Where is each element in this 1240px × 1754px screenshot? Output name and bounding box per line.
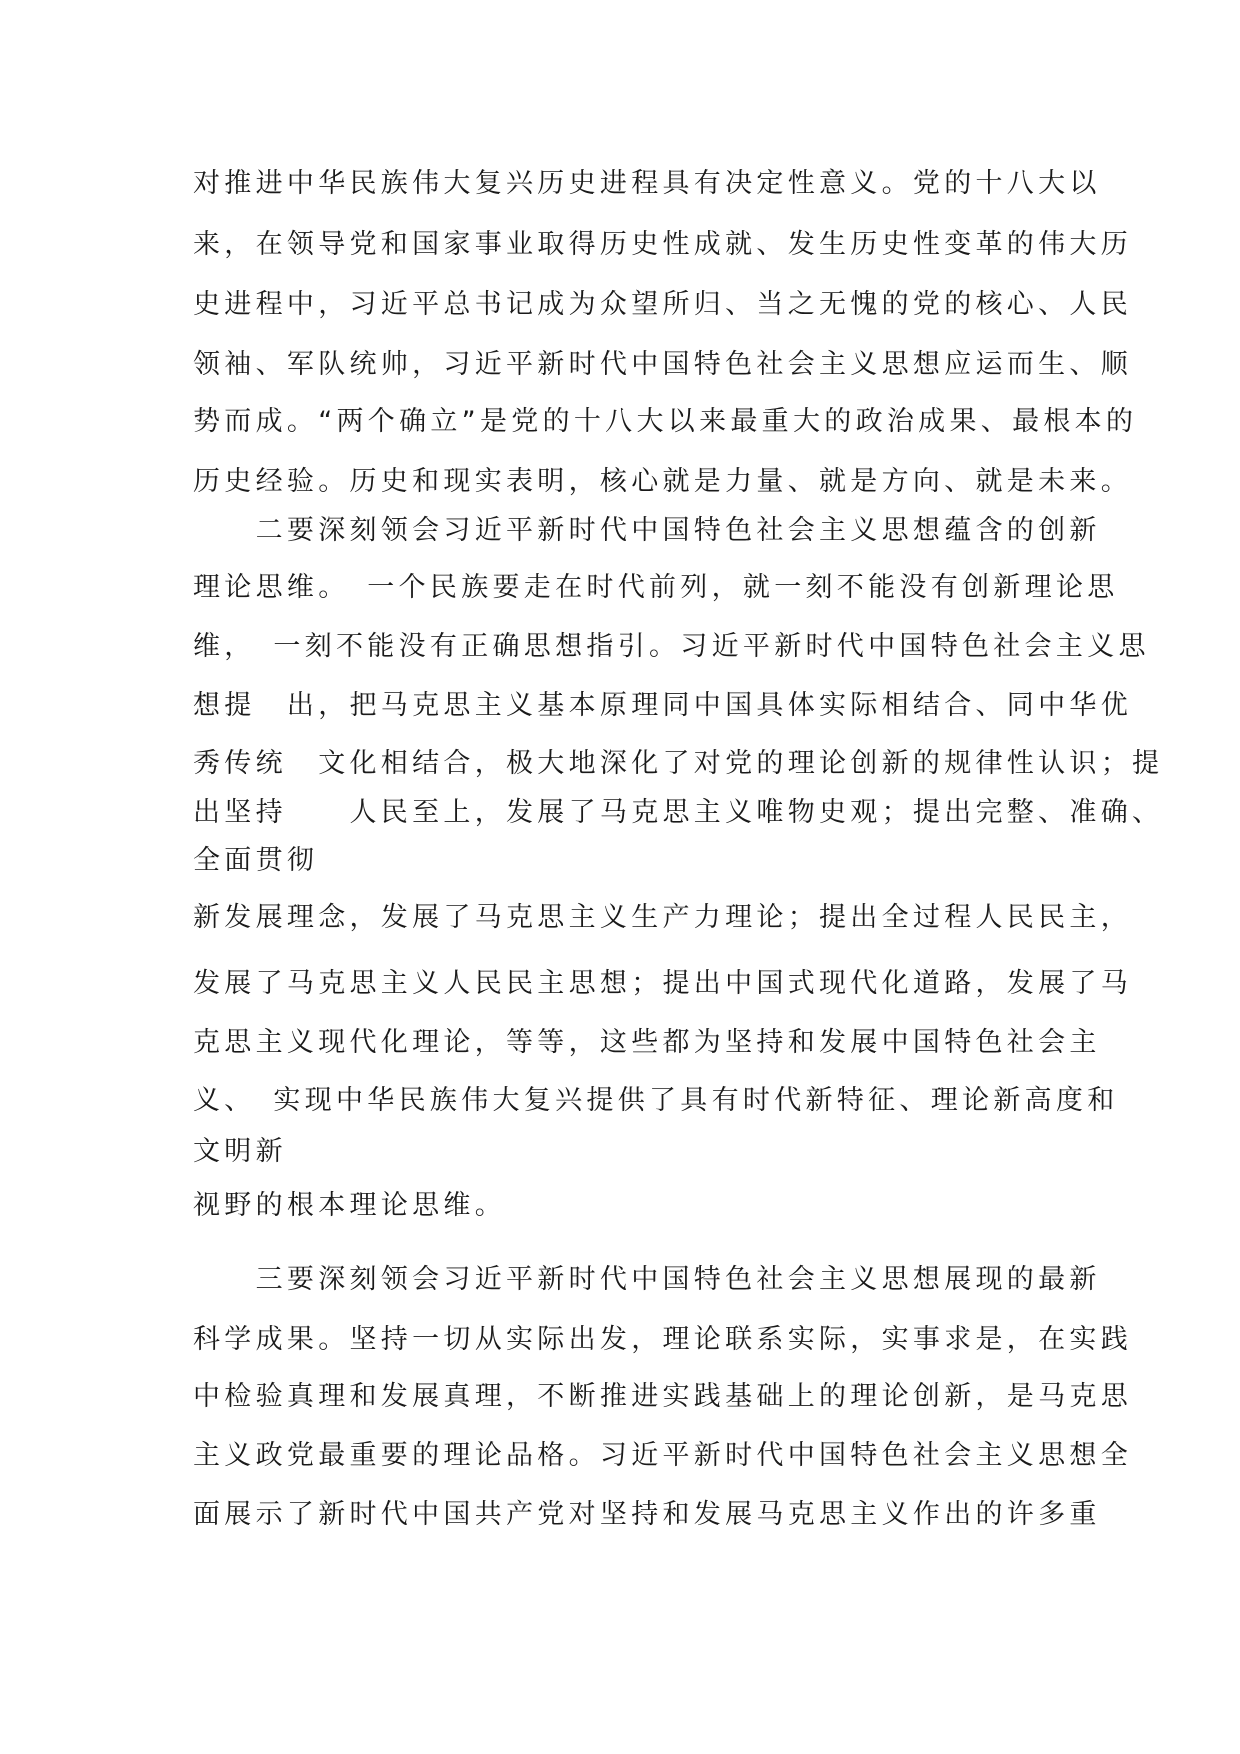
text-line: 发展了马克思主义人民民主思想；提出中国式现代化道路，发展了马: [193, 968, 1132, 999]
text-line: 领袖、军队统帅，习近平新时代中国特色社会主义思想应运而生、顺: [193, 349, 1132, 380]
text-line: 秀传统 文化相结合，极大地深化了对党的理论创新的规律性认识；提: [193, 748, 1164, 779]
text-line: 主义政党最重要的理论品格。习近平新时代中国特色社会主义思想全: [193, 1440, 1132, 1471]
text-line: 理论思维。 一个民族要走在时代前列，就一刻不能没有创新理论思: [193, 572, 1119, 603]
text-line: 想提 出，把马克思主义基本原理同中国具体实际相结合、同中华优: [193, 690, 1132, 721]
text-line: 文明新: [193, 1136, 287, 1167]
text-line: 视野的根本理论思维。: [193, 1190, 506, 1221]
text-line: 全面贯彻: [193, 845, 319, 876]
text-line: 中检验真理和发展真理，不断推进实践基础上的理论创新，是马克思: [193, 1381, 1132, 1412]
text-line: 二要深刻领会习近平新时代中国特色社会主义思想蕴含的创新: [193, 515, 1101, 546]
text-line: 势而成。“两个确立”是党的十八大以来最重大的政治成果、最根本的: [193, 406, 1138, 437]
text-line: 维， 一刻不能没有正确思想指引。习近平新时代中国特色社会主义思: [193, 631, 1150, 662]
text-line: 史进程中，习近平总书记成为众望所归、当之无愧的党的核心、人民: [193, 289, 1132, 320]
text-line: 克思主义现代化理论，等等，这些都为坚持和发展中国特色社会主: [193, 1027, 1101, 1058]
text-line: 面展示了新时代中国共产党对坚持和发展马克思主义作出的许多重: [193, 1499, 1101, 1530]
text-line: 对推进中华民族伟大复兴历史进程具有决定性意义。党的十八大以: [193, 168, 1101, 199]
text-line: 来，在领导党和国家事业取得历史性成就、发生历史性变革的伟大历: [193, 229, 1132, 260]
text-line: 三要深刻领会习近平新时代中国特色社会主义思想展现的最新: [193, 1264, 1101, 1295]
text-line: 出坚持 人民至上，发展了马克思主义唯物史观；提出完整、准确、: [193, 797, 1164, 828]
text-line: 科学成果。坚持一切从实际出发，理论联系实际，实事求是，在实践: [193, 1324, 1132, 1355]
text-line: 历史经验。历史和现实表明，核心就是力量、就是方向、就是未来。: [193, 466, 1132, 497]
text-line: 义、 实现中华民族伟大复兴提供了具有时代新特征、理论新高度和: [193, 1085, 1119, 1116]
text-line: 新发展理念，发展了马克思主义生产力理论；提出全过程人民民主，: [193, 902, 1132, 933]
